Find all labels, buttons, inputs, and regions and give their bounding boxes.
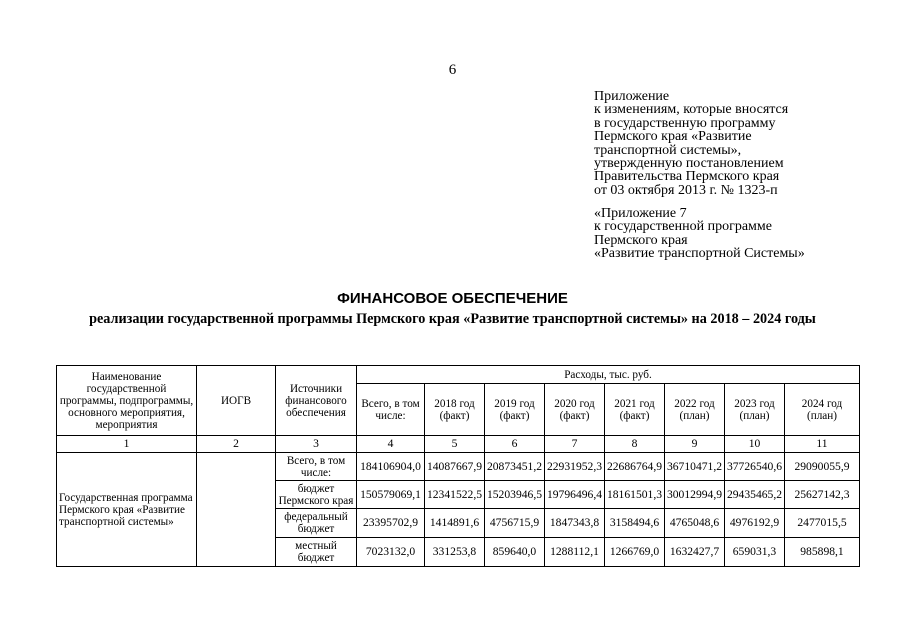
appendix7-line: к государственной программе: [594, 219, 772, 235]
appendix-line: Пермского края «Развитие: [594, 129, 752, 145]
column-number-row: [57, 436, 860, 453]
source-label: местный бюджет: [276, 538, 357, 567]
value-cell: 29435465,2: [725, 481, 785, 509]
value-cell: 3158494,6: [605, 509, 665, 538]
source-label: Всего, в том числе:: [276, 453, 357, 481]
value-cell: 29090055,9: [785, 453, 860, 481]
header-col-2023: 2023 год (план): [725, 384, 785, 436]
value-cell: 184106904,0: [357, 453, 425, 481]
value-cell: 4765048,6: [665, 509, 725, 538]
appendix7-line: «Приложение 7: [594, 206, 687, 221]
value-cell: 14087667,9: [425, 453, 485, 481]
column-number: 11: [785, 436, 860, 453]
value-cell: 859640,0: [485, 538, 545, 567]
source-label: федеральный бюджет: [276, 509, 357, 538]
column-number: 4: [357, 436, 425, 453]
value-cell: 23395702,9: [357, 509, 425, 538]
header-col-2022: 2022 год (план): [665, 384, 725, 436]
appendix-line: утвержденную постановлением: [594, 156, 784, 172]
column-number: 5: [425, 436, 485, 453]
value-cell: 15203946,5: [485, 481, 545, 509]
document-subtitle: реализации государственной программы Пермского края «Развитие транспортной системы» на 2018 – 2024 годы: [89, 311, 816, 327]
appendix-block: [594, 90, 788, 197]
value-cell: 1632427,7: [665, 538, 725, 567]
header-col-2020: 2020 год (факт): [545, 384, 605, 436]
appendix7-block: [594, 207, 805, 261]
value-cell: 36710471,2: [665, 453, 725, 481]
appendix7-line: Пермского края: [594, 232, 688, 248]
appendix-line: транспортной системы»,: [594, 142, 742, 158]
value-cell: 18161501,3: [605, 481, 665, 509]
column-number: 2: [197, 436, 276, 453]
page-number: 6: [448, 62, 457, 78]
header-col-2018: 2018 год (факт): [425, 384, 485, 436]
appendix7-line: «Развитие транспортной Системы»: [594, 246, 805, 262]
column-number: 3: [276, 436, 357, 453]
appendix-line: к изменениям, которые вносятся: [594, 102, 789, 118]
header-col-2024: 2024 год (план): [785, 384, 860, 436]
value-cell: 2477015,5: [785, 509, 860, 538]
header-iogv: ИОГВ: [197, 366, 276, 436]
column-number: 9: [665, 436, 725, 453]
value-cell: 985898,1: [785, 538, 860, 567]
value-cell: 25627142,3: [785, 481, 860, 509]
column-number: 6: [485, 436, 545, 453]
appendix-line: в государственную программу: [594, 115, 776, 131]
value-cell: 22931952,3: [545, 453, 605, 481]
value-cell: 1288112,1: [545, 538, 605, 567]
column-number: 1: [57, 436, 197, 453]
column-number: 7: [545, 436, 605, 453]
value-cell: 4976192,9: [725, 509, 785, 538]
appendix-line: Правительства Пермского края: [594, 169, 780, 185]
header-row: [57, 366, 860, 384]
source-label: бюджет Пермского края: [276, 481, 357, 509]
column-number: 8: [605, 436, 665, 453]
header-col-2021: 2021 год (факт): [605, 384, 665, 436]
value-cell: 1266769,0: [605, 538, 665, 567]
value-cell: 22686764,9: [605, 453, 665, 481]
value-cell: 659031,3: [725, 538, 785, 567]
header-col-total: Всего, в том числе:: [357, 384, 425, 436]
value-cell: 4756715,9: [485, 509, 545, 538]
finance-table: [56, 365, 860, 567]
header-sources: Источники финансового обеспечения: [276, 366, 357, 436]
value-cell: 19796496,4: [545, 481, 605, 509]
value-cell: 12341522,5: [425, 481, 485, 509]
value-cell: 331253,8: [425, 538, 485, 567]
value-cell: 7023132,0: [357, 538, 425, 567]
value-cell: 20873451,2: [485, 453, 545, 481]
value-cell: 30012994,9: [665, 481, 725, 509]
value-cell: 37726540,6: [725, 453, 785, 481]
header-name: Наименование государственной программы, подпрограммы, основного мероприятия, мероприятия: [57, 366, 197, 436]
value-cell: 150579069,1: [357, 481, 425, 509]
value-cell: 1847343,8: [545, 509, 605, 538]
value-cell: 1414891,6: [425, 509, 485, 538]
table-row: [57, 453, 860, 481]
program-name: Государственная программа Пермского края «Развитие транспортной системы»: [57, 453, 197, 567]
header-col-2019: 2019 год (факт): [485, 384, 545, 436]
document-title: ФИНАНСОВОЕ ОБЕСПЕЧЕНИЕ: [337, 290, 568, 307]
appendix-line: от 03 октября 2013 г. № 1323-п: [594, 182, 778, 198]
appendix-line: Приложение: [594, 89, 670, 104]
column-number: 10: [725, 436, 785, 453]
iogv-value: [197, 453, 276, 567]
header-expenses: Расходы, тыс. руб.: [357, 366, 860, 384]
